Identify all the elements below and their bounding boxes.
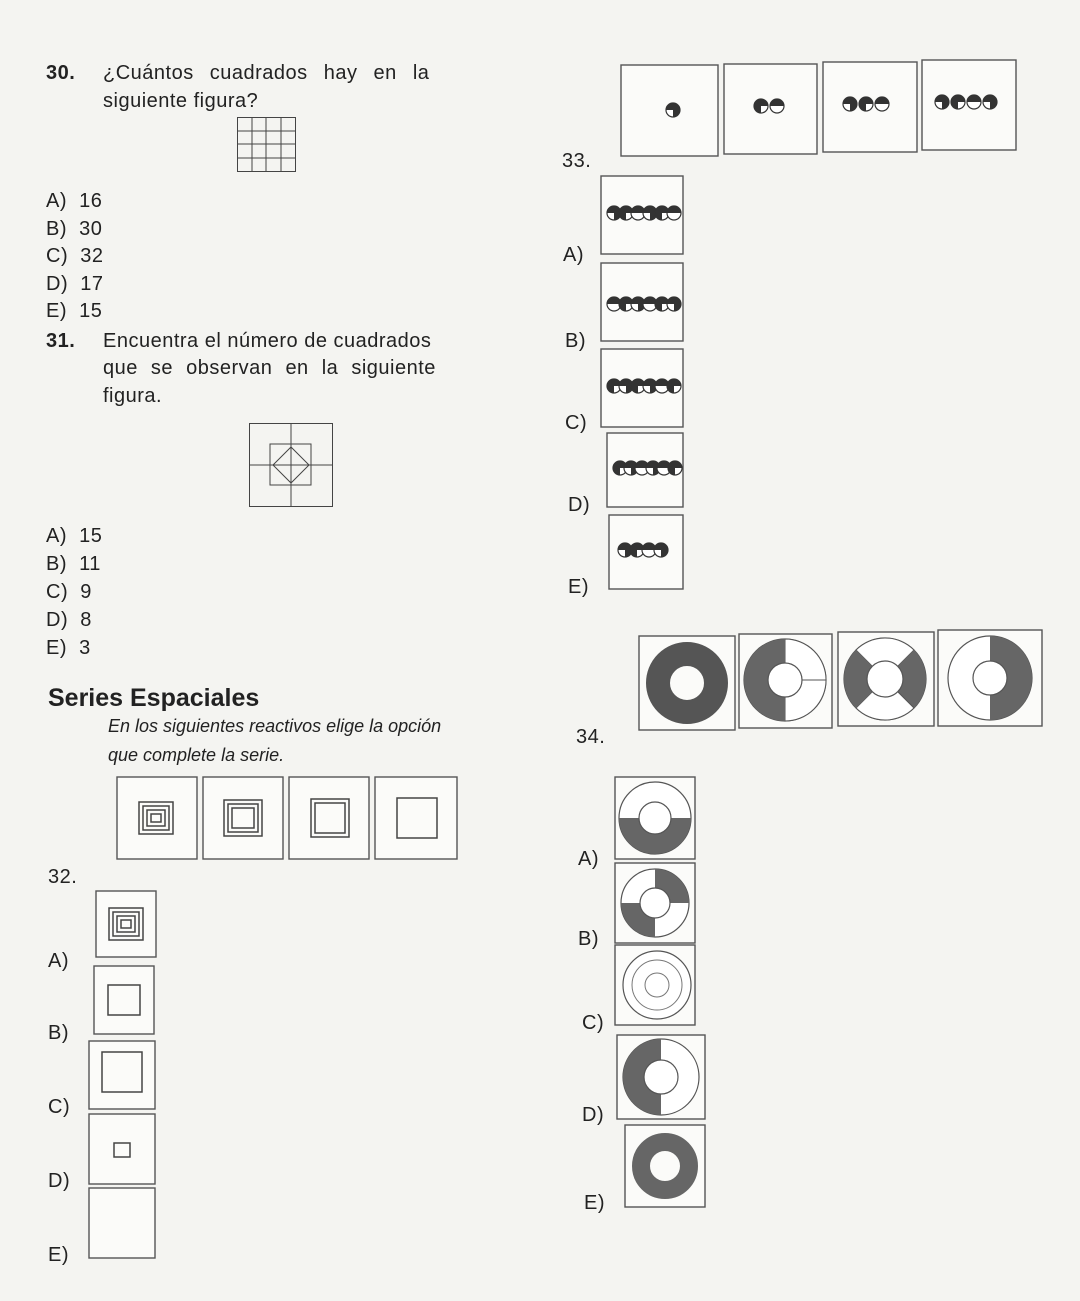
- q34-option-c[interactable]: [614, 944, 698, 1028]
- q30-number: 30.: [46, 62, 76, 84]
- q30-text-line1: ¿Cuántos cuadrados hay en la: [103, 62, 430, 84]
- section-instruction-line2: que complete la serie.: [108, 745, 285, 765]
- q33-option-a-label[interactable]: A): [563, 244, 584, 266]
- q34-option-b[interactable]: [614, 862, 698, 946]
- q32-option-b[interactable]: [93, 965, 157, 1037]
- q31-option-c[interactable]: C) 9: [46, 581, 92, 603]
- q31-text-line2: que se observan en la siguiente: [103, 357, 436, 379]
- q34-option-a[interactable]: [614, 776, 698, 862]
- section-title: Series Espaciales: [48, 684, 260, 712]
- q30-text-line2: siguiente figura?: [103, 90, 259, 112]
- q30-grid-figure: [237, 117, 297, 173]
- q32-option-a-label[interactable]: A): [48, 950, 69, 972]
- q34-option-c-label[interactable]: C): [582, 1012, 605, 1034]
- section-instruction-line1: En los siguientes reactivos elige la opción: [108, 716, 442, 736]
- q32-option-b-label[interactable]: B): [48, 1022, 69, 1044]
- q30-option-d[interactable]: D) 17: [46, 272, 104, 295]
- q34-series: [638, 628, 1044, 732]
- q33-option-b-label[interactable]: B): [565, 330, 586, 352]
- q33-number: 33.: [562, 150, 592, 172]
- q31-square-figure: [249, 423, 335, 509]
- q34-option-b-label[interactable]: B): [578, 928, 599, 950]
- q32-option-d[interactable]: [88, 1113, 158, 1187]
- q33-option-e[interactable]: [608, 514, 688, 592]
- q31-number: 31.: [46, 330, 76, 352]
- q30-option-b[interactable]: B) 30: [46, 217, 103, 240]
- q30-option-c[interactable]: C) 32: [46, 245, 104, 267]
- q34-option-e[interactable]: [624, 1124, 708, 1210]
- q32-option-a[interactable]: [95, 890, 159, 960]
- q32-option-d-label[interactable]: D): [48, 1170, 71, 1192]
- q31-text-line1: Encuentra el número de cuadrados: [103, 330, 432, 352]
- q31-option-b[interactable]: B) 11: [46, 553, 101, 575]
- q32-option-e[interactable]: [88, 1187, 158, 1261]
- q31-options: [46, 522, 102, 662]
- q31-text-line3: figura.: [103, 385, 163, 407]
- q32-number: 32.: [48, 866, 78, 888]
- q31-option-a[interactable]: A) 15: [46, 525, 103, 547]
- q30-option-e[interactable]: E) 15: [46, 300, 103, 322]
- q34-option-d[interactable]: [616, 1034, 708, 1122]
- q34-number: 34.: [576, 726, 606, 748]
- q33-option-c[interactable]: [600, 348, 688, 430]
- q31-option-e[interactable]: E) 3: [46, 637, 91, 659]
- q33-series: [620, 58, 1020, 158]
- q32-option-e-label[interactable]: E): [48, 1244, 69, 1266]
- q33-option-e-label[interactable]: E): [568, 576, 589, 598]
- q34-option-a-label[interactable]: A): [578, 848, 599, 870]
- q30-options: [46, 188, 103, 326]
- q31-option-d[interactable]: D) 8: [46, 609, 92, 631]
- q32-series: [116, 776, 460, 862]
- q32-option-c[interactable]: [88, 1040, 158, 1112]
- q34-option-e-label[interactable]: E): [584, 1192, 605, 1214]
- q33-option-c-label[interactable]: C): [565, 412, 588, 434]
- q32-option-c-label[interactable]: C): [48, 1096, 71, 1118]
- q30-option-a[interactable]: A) 16: [46, 190, 103, 212]
- q34-option-d-label[interactable]: D): [582, 1104, 605, 1126]
- q33-option-d-label[interactable]: D): [568, 494, 591, 516]
- q33-option-d[interactable]: [606, 432, 688, 510]
- q33-option-a[interactable]: [600, 175, 688, 257]
- q33-option-b[interactable]: [600, 262, 688, 344]
